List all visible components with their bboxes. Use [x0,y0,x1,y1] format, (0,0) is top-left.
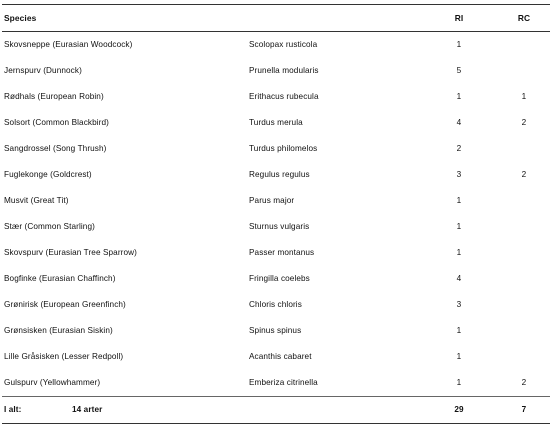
latin-name: Sturnus vulgaris [249,222,310,231]
species-table [2,4,550,424]
ri-value: 3 [456,170,462,179]
total-row [2,397,550,423]
latin-name: Spinus spinus [249,326,302,335]
latin-name: Fringilla coelebs [249,274,310,283]
species-name: Jernspurv (Dunnock) [4,66,82,75]
species-name: Bogfinke (Eurasian Chaffinch) [4,274,116,283]
ri-value: 1 [456,196,462,205]
ri-value: 5 [456,66,462,75]
latin-name: Parus major [249,196,295,205]
ri-value: 4 [456,118,462,127]
ri-value: 1 [456,352,462,361]
ri-value: 1 [456,378,462,387]
ri-value: 1 [456,326,462,335]
table-row [2,214,550,240]
latin-name: Regulus regulus [249,170,310,179]
total-label: I alt: [4,405,22,414]
species-name: Fuglekonge (Goldcrest) [4,170,92,179]
ri-value: 3 [456,300,462,309]
table-row [2,136,550,162]
header-rc: RC [517,13,531,23]
ri-value: 4 [456,274,462,283]
species-name: Grønirisk (European Greenfinch) [4,300,126,309]
species-name: Solsort (Common Blackbird) [4,118,109,127]
latin-name: Turdus merula [249,118,303,127]
latin-name: Emberiza citrinella [249,378,318,387]
table-row [2,84,550,110]
table-row [2,292,550,318]
latin-name: Turdus philomelos [249,144,318,153]
ri-value: 1 [456,92,462,101]
rc-value: 2 [521,378,527,387]
latin-name: Chloris chloris [249,300,302,309]
table-row [2,58,550,84]
rc-value: 2 [521,170,527,179]
ri-value: 1 [456,248,462,257]
ri-value: 2 [456,144,462,153]
latin-name: Prunella modularis [249,66,319,75]
table-row [2,188,550,214]
species-name: Musvit (Great Tit) [4,196,69,205]
table-body [2,32,550,396]
table-row [2,370,550,396]
rc-value: 2 [521,118,527,127]
latin-name: Erithacus rubecula [249,92,319,101]
header-ri: RI [454,13,464,23]
rc-value: 1 [521,92,527,101]
latin-name: Acanthis cabaret [249,352,312,361]
species-name: Skovspurv (Eurasian Tree Sparrow) [4,248,137,257]
ri-value: 1 [456,40,462,49]
table-row [2,266,550,292]
table-row [2,162,550,188]
table-row [2,240,550,266]
latin-name: Passer montanus [249,248,315,257]
header-species: Species [4,13,37,23]
species-name: Skovsneppe (Eurasian Woodcock) [4,40,133,49]
total-count: 14 arter [72,405,103,414]
table-row [2,344,550,370]
table-row [2,32,550,58]
bottom-rule [2,423,550,424]
ri-value: 1 [456,222,462,231]
species-name: Stær (Common Starling) [4,222,95,231]
table-row [2,318,550,344]
total-rc: 7 [521,405,527,414]
species-name: Lille Gråsisken (Lesser Redpoll) [4,352,124,361]
total-ri: 29 [454,405,464,414]
species-name: Rødhals (European Robin) [4,92,104,101]
latin-name: Scolopax rusticola [249,40,318,49]
species-name: Grønsisken (Eurasian Siskin) [4,326,113,335]
table-row [2,110,550,136]
species-name: Sangdrossel (Song Thrush) [4,144,107,153]
species-name: Gulspurv (Yellowhammer) [4,378,101,387]
table-header [2,5,550,31]
